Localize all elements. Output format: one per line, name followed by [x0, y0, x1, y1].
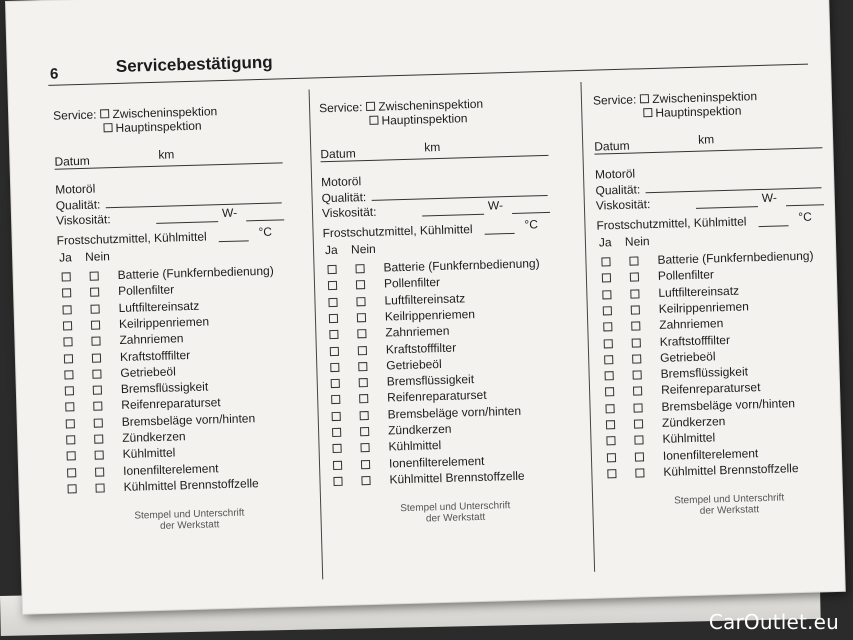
nein-header: Nein	[624, 234, 650, 249]
nein-header: Nein	[350, 241, 376, 257]
nein-header: Nein	[84, 249, 111, 264]
ja-checkbox[interactable]	[607, 453, 616, 462]
nein-checkbox[interactable]	[94, 434, 103, 443]
ja-checkbox[interactable]	[602, 274, 611, 283]
nein-checkbox[interactable]	[634, 419, 643, 428]
service-column-1	[53, 94, 306, 561]
ja-checkbox[interactable]	[62, 305, 71, 314]
nein-checkbox[interactable]	[633, 387, 642, 396]
stamp-line-1: Stempel und Unterschrift	[134, 507, 245, 522]
nein-checkbox[interactable]	[356, 280, 365, 289]
nein-checkbox[interactable]	[91, 337, 100, 346]
qualitaet-label: Qualität:	[595, 182, 641, 198]
motoroel-label: Motoröl	[320, 174, 362, 190]
w-line[interactable]	[786, 204, 824, 206]
checklist-item-label: Kraftstofffilter	[385, 340, 457, 357]
qualitaet-line[interactable]	[646, 187, 822, 193]
checklist-item-label: Ionenfilterelement	[662, 445, 759, 463]
ja-checkbox[interactable]	[331, 379, 340, 388]
ja-checkbox[interactable]	[601, 257, 610, 266]
hauptinspektion-label: Hauptinspektion	[115, 118, 202, 135]
checklist-item-label: Getriebeöl	[659, 349, 716, 365]
hauptinspektion-row	[369, 111, 467, 128]
nein-checkbox[interactable]	[632, 338, 641, 347]
checklist-item-label: Bremsbeläge vorn/hinten	[121, 410, 256, 429]
w-label: W-	[221, 205, 238, 221]
checklist-item-label: Batterie (Funkfernbedienung)	[383, 256, 540, 275]
nein-checkbox[interactable]	[93, 386, 102, 395]
nein-checkbox[interactable]	[90, 288, 99, 297]
ja-checkbox[interactable]	[67, 484, 76, 493]
checklist-item-label: Luftfiltereinsatz	[118, 298, 200, 315]
checklist-item-label: Zahnriemen	[659, 316, 724, 333]
nein-checkbox[interactable]	[634, 436, 643, 445]
nein-checkbox[interactable]	[360, 443, 369, 452]
nein-checkbox[interactable]	[90, 272, 99, 281]
datum-label: Datum	[54, 153, 91, 169]
ja-checkbox[interactable]	[64, 370, 73, 379]
km-label: km	[697, 132, 715, 147]
ja-checkbox[interactable]	[64, 354, 73, 363]
hauptinspektion-checkbox[interactable]	[103, 123, 112, 132]
checklist-item-label: Luftfiltereinsatz	[658, 283, 740, 300]
nein-checkbox[interactable]	[635, 468, 644, 477]
checklist-item-label: Bremsflüssigkeit	[660, 364, 749, 381]
datum-label: Datum	[320, 146, 356, 162]
ja-header: Ja	[58, 250, 73, 265]
ja-header: Ja	[598, 235, 612, 250]
service-column-2	[319, 87, 572, 554]
ja-checkbox[interactable]	[331, 395, 340, 404]
ja-checkbox[interactable]	[332, 412, 341, 421]
ja-checkbox[interactable]	[327, 265, 336, 274]
viskositaet-label: Viskosität:	[55, 212, 111, 228]
viskositaet-line[interactable]	[422, 214, 484, 217]
nein-checkbox[interactable]	[360, 427, 369, 436]
service-label: Service:	[318, 100, 363, 116]
w-line[interactable]	[246, 219, 284, 221]
qualitaet-label: Qualität:	[55, 197, 101, 213]
checklist-item-label: Reifenreparaturset	[387, 388, 487, 405]
checklist-item-label: Kühlmittel Brennstoffzelle	[123, 476, 259, 494]
ja-checkbox[interactable]	[65, 403, 74, 412]
viskositaet-label: Viskosität:	[595, 197, 651, 213]
nein-checkbox[interactable]	[94, 418, 103, 427]
nein-checkbox[interactable]	[359, 378, 368, 387]
stamp-line-2: der Werkstatt	[159, 519, 220, 532]
hauptinspektion-label: Hauptinspektion	[655, 103, 742, 120]
nein-checkbox[interactable]	[635, 452, 644, 461]
nein-checkbox[interactable]	[92, 353, 101, 362]
ja-checkbox[interactable]	[604, 355, 613, 364]
frostschutz-line[interactable]	[219, 240, 249, 242]
checklist-item-label: Pollenfilter	[383, 275, 441, 291]
checklist-item-label: Bremsbeläge vorn/hinten	[661, 395, 796, 414]
checklist-item-label: Keilrippenriemen	[658, 299, 750, 316]
ja-checkbox[interactable]	[63, 321, 72, 330]
ja-header: Ja	[324, 242, 338, 258]
nein-checkbox[interactable]	[355, 264, 364, 273]
checklist-item-label: Bremsbeläge vorn/hinten	[387, 403, 522, 422]
nein-checkbox[interactable]	[91, 320, 100, 329]
zwischeninspektion-label: Zwischeninspektion	[112, 104, 218, 122]
motoroel-label: Motoröl	[55, 181, 96, 197]
frostschutz-label: Frostschutzmittel, Kühlmittel	[596, 214, 747, 233]
nein-checkbox[interactable]	[361, 460, 370, 469]
hauptinspektion-row	[103, 119, 201, 136]
viskositaet-line[interactable]	[156, 221, 218, 224]
checklist-item-label: Bremsflüssigkeit	[120, 379, 209, 397]
checklist-item-label: Zündkerzen	[387, 421, 452, 438]
ja-checkbox[interactable]	[332, 428, 341, 437]
qualitaet-line[interactable]	[106, 202, 282, 208]
ja-checkbox[interactable]	[67, 452, 76, 461]
stamp-line-2: der Werkstatt	[699, 504, 760, 517]
ja-checkbox[interactable]	[330, 363, 339, 372]
motoroel-label: Motoröl	[594, 166, 636, 182]
checklist-item-label: Kraftstofffilter	[659, 332, 731, 349]
stamp-signature-area	[634, 491, 825, 518]
frostschutz-line[interactable]	[485, 233, 515, 235]
ja-checkbox[interactable]	[62, 272, 71, 281]
ja-checkbox[interactable]	[328, 281, 337, 290]
frostschutz-line[interactable]	[759, 225, 789, 227]
w-label: W-	[487, 198, 504, 213]
ja-checkbox[interactable]	[66, 419, 75, 428]
ja-checkbox[interactable]	[62, 289, 71, 298]
ja-checkbox[interactable]	[63, 337, 72, 346]
zwischeninspektion-checkbox[interactable]	[640, 94, 649, 103]
page-number: 6	[49, 65, 59, 83]
nein-checkbox[interactable]	[633, 403, 642, 412]
checklist-item-label: Kühlmittel Brennstoffzelle	[389, 468, 525, 487]
ja-checkbox[interactable]	[328, 297, 337, 306]
ja-checkbox[interactable]	[65, 386, 74, 395]
nein-checkbox[interactable]	[92, 369, 101, 378]
celsius-label: °C	[258, 224, 273, 240]
qualitaet-line[interactable]	[372, 195, 548, 201]
nein-checkbox[interactable]	[630, 273, 639, 282]
checklist-item-label: Bremsflüssigkeit	[386, 372, 475, 389]
ja-checkbox[interactable]	[333, 460, 342, 469]
ja-checkbox[interactable]	[333, 477, 342, 486]
nein-checkbox[interactable]	[633, 370, 642, 379]
zwischeninspektion-label: Zwischeninspektion	[378, 96, 484, 114]
checklist-item-label: Kühlmittel	[388, 438, 442, 454]
nein-checkbox[interactable]	[631, 305, 640, 314]
ja-checkbox[interactable]	[67, 468, 76, 477]
nein-checkbox[interactable]	[357, 329, 366, 338]
zwischeninspektion-checkbox[interactable]	[100, 109, 109, 118]
w-label: W-	[761, 190, 778, 205]
hauptinspektion-label: Hauptinspektion	[381, 111, 468, 128]
ja-checkbox[interactable]	[602, 290, 611, 299]
w-line[interactable]	[512, 212, 550, 214]
service-label: Service:	[592, 92, 637, 108]
nein-checkbox[interactable]	[356, 297, 365, 306]
frostschutz-label: Frostschutzmittel, Kühlmittel	[322, 222, 473, 241]
checklist-item-label: Batterie (Funkfernbedienung)	[117, 263, 274, 282]
stamp-signature-area	[360, 499, 551, 526]
zwischeninspektion-checkbox[interactable]	[366, 102, 375, 111]
zwischeninspektion-label: Zwischeninspektion	[652, 89, 758, 106]
stamp-line-1: Stempel und Unterschrift	[674, 492, 785, 507]
ja-checkbox[interactable]	[329, 330, 338, 339]
checklist-item-label: Keilrippenriemen	[384, 306, 476, 324]
checklist-item-label: Kühlmittel	[122, 445, 176, 462]
nein-checkbox[interactable]	[359, 394, 368, 403]
nein-checkbox[interactable]	[360, 411, 369, 420]
checklist-item-label: Zündkerzen	[122, 429, 186, 445]
ja-checkbox[interactable]	[329, 314, 338, 323]
ja-checkbox[interactable]	[605, 404, 614, 413]
qualitaet-label: Qualität:	[321, 190, 367, 206]
service-column-3	[593, 79, 846, 546]
hauptinspektion-checkbox[interactable]	[369, 116, 378, 125]
checklist-item-label: Reifenreparaturset	[121, 395, 221, 413]
ja-checkbox[interactable]	[330, 346, 339, 355]
stamp-signature-area	[94, 506, 285, 533]
ja-checkbox[interactable]	[603, 322, 612, 331]
ja-checkbox[interactable]	[607, 469, 616, 478]
nein-checkbox[interactable]	[93, 402, 102, 411]
checklist-item-label: Batterie (Funkfernbedienung)	[657, 248, 814, 267]
checklist-item-label: Kühlmittel Brennstoffzelle	[663, 460, 799, 479]
checklist-item-label: Zündkerzen	[661, 414, 726, 430]
celsius-label: °C	[798, 209, 812, 224]
nein-checkbox[interactable]	[631, 322, 640, 331]
service-booklet-page	[6, 0, 845, 614]
checklist-item-label: Ionenfilterelement	[388, 453, 485, 471]
checklist-item-label: Pollenfilter	[117, 282, 175, 299]
checklist-item-label: Getriebeöl	[386, 356, 442, 373]
ja-checkbox[interactable]	[66, 435, 75, 444]
ja-checkbox[interactable]	[606, 436, 615, 445]
checklist-item-label: Zahnriemen	[119, 331, 184, 348]
datum-label: Datum	[594, 138, 630, 154]
nein-checkbox[interactable]	[358, 346, 367, 355]
page-title: Servicebestätigung	[115, 52, 273, 76]
celsius-label: °C	[524, 217, 539, 232]
nein-checkbox[interactable]	[361, 476, 370, 485]
checklist-item-label: Zahnriemen	[385, 323, 450, 340]
ja-checkbox[interactable]	[606, 420, 615, 429]
nein-checkbox[interactable]	[90, 304, 99, 313]
frostschutz-label: Frostschutzmittel, Kühlmittel	[56, 229, 207, 248]
checklist-item-label: Reifenreparaturset	[660, 380, 761, 398]
service-label: Service:	[52, 107, 97, 123]
km-label: km	[158, 147, 175, 162]
nein-checkbox[interactable]	[629, 256, 638, 265]
checklist-item-label: Kühlmittel	[662, 430, 716, 447]
ja-checkbox[interactable]	[605, 388, 614, 397]
checklist-item-label: Pollenfilter	[657, 267, 715, 284]
ja-checkbox[interactable]	[605, 371, 614, 380]
hauptinspektion-checkbox[interactable]	[643, 108, 652, 117]
km-label: km	[424, 139, 441, 155]
ja-checkbox[interactable]	[332, 444, 341, 453]
stamp-line-2: der Werkstatt	[425, 511, 486, 525]
column-divider-2	[580, 82, 595, 572]
checklist-item-label: Getriebeöl	[120, 364, 176, 380]
viskositaet-label: Viskosität:	[321, 204, 377, 221]
checklist-item-label: Keilrippenriemen	[118, 314, 210, 331]
hauptinspektion-row	[643, 104, 741, 121]
ja-checkbox[interactable]	[604, 339, 613, 348]
checklist-item-label: Ionenfilterelement	[122, 460, 219, 478]
nein-checkbox[interactable]	[95, 483, 104, 492]
nein-checkbox[interactable]	[358, 362, 367, 371]
checklist-item-label: Luftfiltereinsatz	[384, 290, 466, 308]
nein-checkbox[interactable]	[357, 313, 366, 322]
ja-checkbox[interactable]	[603, 306, 612, 315]
nein-checkbox[interactable]	[632, 354, 641, 363]
watermark: CarOutlet.eu	[708, 610, 839, 634]
checklist-item-label: Kraftstofffilter	[119, 347, 191, 364]
nein-checkbox[interactable]	[95, 451, 104, 460]
nein-checkbox[interactable]	[630, 289, 639, 298]
stamp-line-1: Stempel und Unterschrift	[400, 500, 511, 515]
nein-checkbox[interactable]	[95, 467, 104, 476]
viskositaet-line[interactable]	[696, 206, 758, 209]
